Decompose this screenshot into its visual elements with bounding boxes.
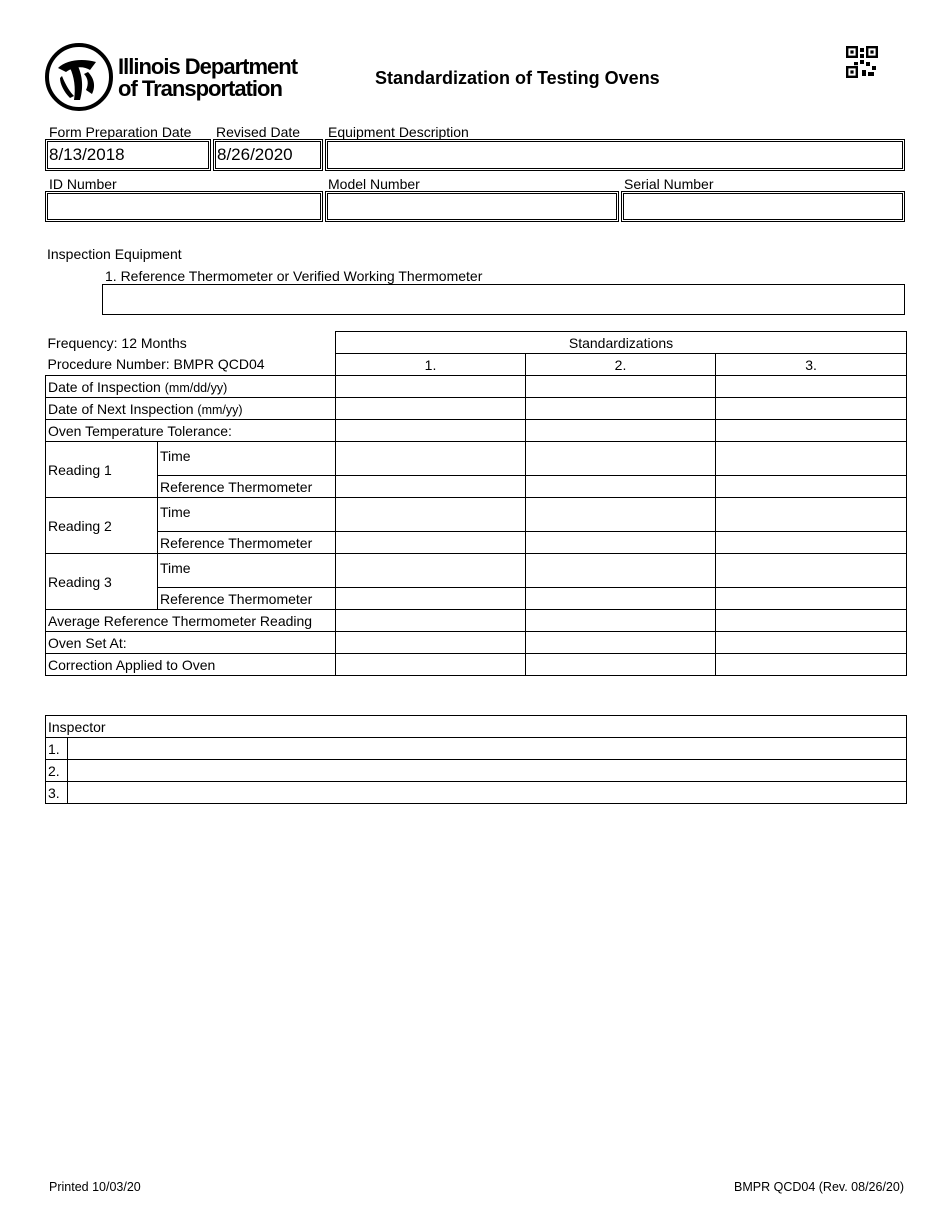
revised-date-value: 8/26/2020 [217, 145, 293, 164]
oven-temp-tolerance-cell-1[interactable] [336, 420, 526, 442]
date-next-inspection-label: Date of Next Inspection (mm/yy) [46, 398, 336, 420]
correction-cell-1[interactable] [336, 654, 526, 676]
average-reading-cell-2[interactable] [526, 610, 716, 632]
inspector-3-field[interactable] [68, 782, 907, 804]
oven-temp-tolerance-cell-3[interactable] [716, 420, 907, 442]
reading-1-ref-cell-2[interactable] [526, 476, 716, 498]
oven-set-at-cell-3[interactable] [716, 632, 907, 654]
inspection-equipment-heading: Inspection Equipment [47, 246, 182, 262]
column-header-1: 1. [336, 354, 526, 376]
id-number-field[interactable] [45, 191, 323, 222]
reading-1-ref-label: Reference Thermometer [158, 476, 336, 498]
reading-3-time-cell-3[interactable] [716, 554, 907, 588]
standardization-table [45, 331, 907, 676]
procedure-number-label: Procedure Number: BMPR QCD04 [46, 354, 336, 376]
reference-thermometer-label: 1. Reference Thermometer or Verified Working Thermometer [105, 268, 483, 284]
date-of-inspection-label: Date of Inspection (mm/dd/yy) [46, 376, 336, 398]
printed-date: Printed 10/03/20 [49, 1180, 141, 1194]
qr-code-icon [846, 46, 878, 78]
reading-3-time-label: Time [158, 554, 336, 588]
idot-emblem-icon [44, 42, 114, 112]
reading-2-time-cell-3[interactable] [716, 498, 907, 532]
frequency-label: Frequency: 12 Months [47, 334, 187, 351]
revised-date-field[interactable] [213, 139, 323, 171]
form-prep-date-value: 8/13/2018 [49, 145, 125, 164]
oven-temp-tolerance-label: Oven Temperature Tolerance: [46, 420, 336, 442]
page-title: Standardization of Testing Ovens [375, 68, 660, 88]
serial-number-field[interactable] [621, 191, 905, 222]
form-prep-date-field[interactable] [45, 139, 211, 171]
revised-date-label: Revised Date [216, 124, 301, 140]
inspector-row-number: 2. [46, 760, 68, 782]
reading-3-ref-label: Reference Thermometer [158, 588, 336, 610]
date-next-inspection-cell-3[interactable] [716, 398, 907, 420]
column-header-2: 2. [526, 354, 716, 376]
serial-number-label: Serial Number [624, 176, 714, 192]
reading-3-time-cell-2[interactable] [526, 554, 716, 588]
correction-cell-3[interactable] [716, 654, 907, 676]
oven-set-at-cell-1[interactable] [336, 632, 526, 654]
column-header-3: 3. [716, 354, 907, 376]
equipment-description-field[interactable] [325, 139, 905, 171]
average-reading-label: Average Reference Thermometer Reading [46, 610, 336, 632]
inspector-row-number: 1. [46, 738, 68, 760]
average-reading-cell-1[interactable] [336, 610, 526, 632]
model-number-field[interactable] [325, 191, 619, 222]
reading-2-ref-cell-1[interactable] [336, 532, 526, 554]
date-of-inspection-cell-1[interactable] [336, 376, 526, 398]
reading-1-time-label: Time [158, 442, 336, 476]
oven-set-at-label: Oven Set At: [46, 632, 336, 654]
reading-2-time-label: Time [158, 498, 336, 532]
reference-thermometer-field[interactable] [102, 284, 905, 315]
reading-3-ref-cell-3[interactable] [716, 588, 907, 610]
reading-1-time-cell-1[interactable] [336, 442, 526, 476]
correction-label: Correction Applied to Oven [46, 654, 336, 676]
form-id: BMPR QCD04 (Rev. 08/26/20) [734, 1180, 904, 1194]
average-reading-cell-3[interactable] [716, 610, 907, 632]
inspector-1-field[interactable] [68, 738, 907, 760]
reading-2-ref-cell-3[interactable] [716, 532, 907, 554]
reading-2-ref-label: Reference Thermometer [158, 532, 336, 554]
id-number-label: ID Number [49, 176, 117, 192]
date-next-inspection-cell-1[interactable] [336, 398, 526, 420]
reading-2-time-cell-1[interactable] [336, 498, 526, 532]
date-next-inspection-cell-2[interactable] [526, 398, 716, 420]
reading-1-label: Reading 1 [46, 442, 158, 498]
agency-name-line2: of Transportation [118, 76, 282, 101]
inspector-heading: Inspector [46, 716, 907, 738]
reading-2-ref-cell-2[interactable] [526, 532, 716, 554]
model-number-label: Model Number [328, 176, 420, 192]
reading-3-label: Reading 3 [46, 554, 158, 610]
reading-1-ref-cell-3[interactable] [716, 476, 907, 498]
idot-logo [44, 42, 304, 112]
date-of-inspection-cell-2[interactable] [526, 376, 716, 398]
reading-1-time-cell-2[interactable] [526, 442, 716, 476]
inspector-2-field[interactable] [68, 760, 907, 782]
reading-3-ref-cell-1[interactable] [336, 588, 526, 610]
standardizations-header: Standardizations [336, 332, 907, 354]
equipment-description-label: Equipment Description [328, 124, 469, 140]
reading-3-ref-cell-2[interactable] [526, 588, 716, 610]
reading-2-time-cell-2[interactable] [526, 498, 716, 532]
reading-2-label: Reading 2 [46, 498, 158, 554]
form-prep-date-label: Form Preparation Date [49, 124, 192, 140]
correction-cell-2[interactable] [526, 654, 716, 676]
inspector-row-number: 3. [46, 782, 68, 804]
reading-1-ref-cell-1[interactable] [336, 476, 526, 498]
reading-3-time-cell-1[interactable] [336, 554, 526, 588]
inspector-table [45, 715, 907, 804]
oven-set-at-cell-2[interactable] [526, 632, 716, 654]
date-of-inspection-cell-3[interactable] [716, 376, 907, 398]
agency-name-line1: Illinois Department [118, 54, 298, 79]
oven-temp-tolerance-cell-2[interactable] [526, 420, 716, 442]
reading-1-time-cell-3[interactable] [716, 442, 907, 476]
